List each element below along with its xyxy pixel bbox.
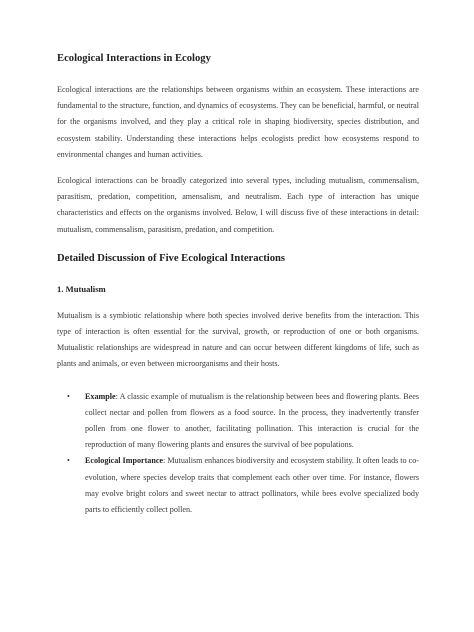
bullet-icon: • [67, 456, 70, 466]
section-heading: Detailed Discussion of Five Ecological Interactions [57, 252, 286, 264]
bullet-term: Ecological Importance [85, 456, 164, 466]
document-title: Ecological Interactions in Ecology [57, 53, 211, 64]
bullet-term: Example [85, 391, 116, 401]
subsection-heading-mutualism: 1. Mutualism [57, 283, 106, 294]
bullet-text [85, 453, 419, 518]
bullet-body: : A classic example of mutualism is the relationship between bees and flowering plants. Bees collect nectar and pollen from flowers as a food source. In the process, they inadvertently transfer pollen from one flower to another, facilitating pollination. This interaction is crucial for the reproduction of many flowering plants and ensures the survival of bee populations. [85, 391, 419, 450]
intro-paragraph-1: Ecological interactions are the relationships between organisms within an ecosystem. These interactions are fundamental to the structure, function, and dynamics of ecosystems. They can be beneficial, harmful, or neutral for the organisms involved, and they play a critical role in shaping biodiversity, species distribution, and ecosystem stability. Understanding these interactions helps ecologists predict how ecosystems respond to environmental changes and human activities. [57, 85, 419, 159]
bullet-icon: • [67, 391, 70, 401]
list-item [57, 453, 419, 518]
list-item [57, 389, 419, 454]
bullet-body: : Mutualism enhances biodiversity and ecosystem stability. It often leads to co-evolution, where species develop traits that complement each other over time. For instance, flowers may evolve bright colors and sweet nectar to attract pollinators, while bees evolve specialized body parts to efficiently collect pollen. [85, 456, 419, 515]
mutualism-paragraph: Mutualism is a symbiotic relationship where both species involved derive benefits from the interaction. This type of interaction is often essential for the survival, growth, or reproduction of one or both organisms. Mutualistic relationships are widespread in nature and can occur between different kingdoms of life, such as plants and animals, or even between microorganisms and their hosts. [57, 310, 419, 369]
document-content [57, 52, 419, 518]
bullet-text [85, 389, 419, 454]
intro-paragraph-2: Ecological interactions can be broadly categorized into several types, including mutualism, commensalism, parasitism, predation, competition, amensalism, and neutralism. Each type of interaction has unique characteristics and effects on the organisms involved. Below, I will discuss five of these interactions in detail: mutualism, commensalism, parasitism, predation, and competition. [57, 176, 419, 234]
mutualism-bullet-list [57, 389, 419, 519]
